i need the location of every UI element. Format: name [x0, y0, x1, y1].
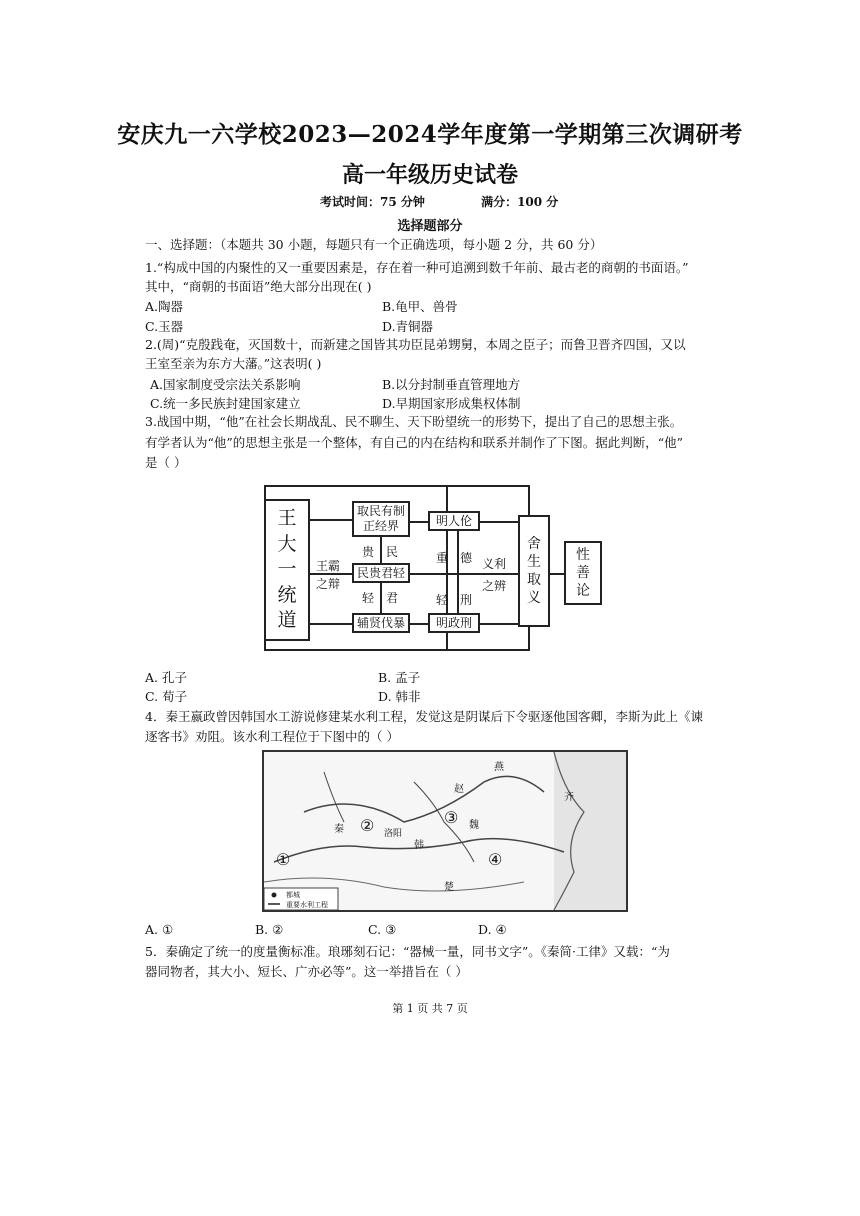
q2-option-d: D.早期国家形成集权体制: [382, 396, 521, 411]
q3-stem-line1: 3.战国中期，“他”在社会长期战乱、民不聊生、天下盼望统一的形势下，提出了自己的思想主张。: [145, 414, 683, 429]
diagram-qing: 轻: [362, 591, 375, 605]
right-bottom-label: 明政刑: [435, 615, 472, 630]
xingshan-box: [564, 541, 602, 605]
top-box-line1: 取民有制: [356, 504, 405, 518]
diagram-char: 善: [576, 564, 590, 581]
q3-stem-line3: 是（ ）: [145, 455, 187, 470]
diagram-gui: 贵: [362, 545, 375, 559]
sea-area: [554, 752, 626, 910]
q3-option-d: D. 韩非: [378, 689, 421, 704]
diagram-zhong: 重: [436, 551, 449, 565]
q5-stem-line1: 5．秦确定了统一的度量衡标准。琅琊刻石记：“器械一量，同书文字”。《秦简·工律》又载：“为: [145, 944, 670, 959]
diagram-char: 取: [527, 572, 541, 588]
q4-option-b: B. ②: [255, 922, 284, 937]
map-legend-capital: 都城: [286, 891, 300, 899]
q1-option-a: A.陶器: [145, 299, 184, 314]
q2-stem-line1: 2.(周)“克殷践奄，灭国数十，而新建之国皆其功臣昆弟甥舅，本周之臣子；而鲁卫晋齐四国，又以: [145, 337, 686, 352]
yellow-river-line: [304, 776, 544, 822]
q4-option-a: A. ①: [145, 922, 174, 937]
q3-option-b: B. 孟子: [378, 670, 421, 685]
map-label-qi: 齐: [564, 792, 574, 803]
q4-stem-line2: 逐客书》劝阻。该水利工程位于下图中的（ ）: [145, 729, 399, 744]
map-marker-2: ②: [360, 816, 375, 835]
bottom-box: [352, 613, 410, 633]
q1-option-c: C.玉器: [145, 319, 184, 334]
capital-symbol: [272, 893, 277, 898]
map-label-wei: 魏: [469, 820, 479, 831]
exam-meta: [320, 193, 610, 210]
diagram-char: 论: [576, 583, 590, 600]
diagram-xing: 刑: [460, 593, 473, 607]
q2-option-c: C.统一多民族封建国家建立: [150, 396, 301, 411]
diagram-char: 大: [277, 532, 297, 555]
mid-box: [352, 563, 410, 583]
q2-stem-line2: 王室至亲为东方大藩。”这表明( ): [145, 356, 322, 371]
map-marker-1: ①: [276, 850, 291, 869]
map-label-chu: 楚: [444, 882, 454, 893]
top-box: [352, 501, 410, 537]
q2-option-b: B.以分封制垂直管理地方: [382, 377, 521, 392]
q3-option-a: A. 孔子: [145, 670, 187, 685]
right-top-label: 明人伦: [435, 513, 472, 528]
q3-option-c: C. 荀子: [145, 689, 188, 704]
diagram-jun: 君: [386, 591, 399, 605]
q4-option-c: C. ③: [368, 922, 397, 937]
map-label-zhao: 赵: [454, 784, 464, 795]
sheshengquyi-box: [518, 515, 550, 627]
q1-stem-line2: 其中，“商朝的书面语”绝大部分出现在( ): [145, 279, 372, 294]
map-marker-3: ③: [444, 808, 459, 827]
q3-stem-line2: 有学者认为“他”的思想主张是一个整体，有自己的内在结构和联系并制作了下图。据此判断，“他”: [145, 435, 684, 450]
diagram-qing2: 轻: [436, 593, 449, 607]
q2-option-a: A.国家制度受宗法关系影响: [150, 377, 301, 392]
diagram-char: 道: [277, 609, 297, 632]
q5-stem-line2: 器同物者，其大小、短长、广亦必等”。这一举措旨在（ ）: [145, 964, 468, 979]
diagram-char: 王: [277, 506, 297, 529]
diagram-wangba-2: 之辩: [316, 577, 341, 591]
page-footer: 第 1 页 共 7 页: [392, 1002, 468, 1015]
full-score: 满分：100 分: [481, 195, 559, 209]
right-top-box: [428, 511, 480, 531]
diagram-char: 性: [576, 546, 590, 563]
map-label-han: 韩: [414, 840, 424, 851]
q4-option-d: D. ④: [478, 922, 507, 937]
diagram-char: 义: [527, 590, 541, 607]
diagram-char: 一: [277, 558, 297, 581]
bottom-box-label: 辅贤伐暴: [356, 615, 405, 630]
exam-time: 考试时间：75 分钟: [320, 195, 425, 209]
q1-option-b: B.龟甲、兽骨: [382, 299, 458, 314]
mid-box-label: 民贵君轻: [356, 565, 405, 580]
map-label-qin: 秦: [334, 824, 344, 835]
q4-stem-line1: 4．秦王嬴政曾因韩国水工游说修建某水利工程，发觉这是阴谋后下令驱逐他国客卿，李斯为此上《谏: [145, 709, 703, 724]
map-legend-water: 重要水利工程: [286, 901, 328, 909]
wang-dao-unity-box: [264, 499, 310, 641]
diagram-yili-1: 义利: [482, 557, 507, 571]
river-branch: [324, 772, 344, 822]
section-title: 选择题部分: [397, 219, 463, 234]
q1-option-d: D.青铜器: [382, 319, 434, 334]
map-marker-4: ④: [488, 850, 503, 869]
diagram-wangba-1: 王霸: [316, 559, 341, 573]
diagram-min: 民: [386, 545, 399, 559]
instructions: 一、选择题：（本题共 30 小题，每题只有一个正确选项，每小题 2 分，共 60 分）: [145, 237, 603, 252]
diagram-char: 生: [527, 553, 541, 570]
thought-diagram: [260, 485, 610, 655]
diagram-de: 德: [460, 551, 473, 565]
diagram-yili-2: 之辨: [482, 579, 507, 593]
q1-stem-line1: 1.“构成中国的内聚性的又一重要因素是，存在着一种可追溯到数千年前、最古老的商朝的书面语。”: [145, 260, 689, 275]
diagram-char: 统: [277, 583, 297, 606]
map-label-luoyang: 洛阳: [384, 829, 403, 839]
map-label-yan: 燕: [494, 762, 504, 773]
exam-title: 安庆九一六学校2023—2024学年度第一学期第三次调研考: [117, 121, 743, 148]
right-bottom-box: [428, 613, 480, 633]
diagram-char: 舍: [527, 535, 541, 552]
exam-subtitle: 高一年级历史试卷: [341, 162, 518, 188]
top-box-line2: 正经界: [362, 519, 399, 533]
warring-states-map: [262, 750, 628, 912]
